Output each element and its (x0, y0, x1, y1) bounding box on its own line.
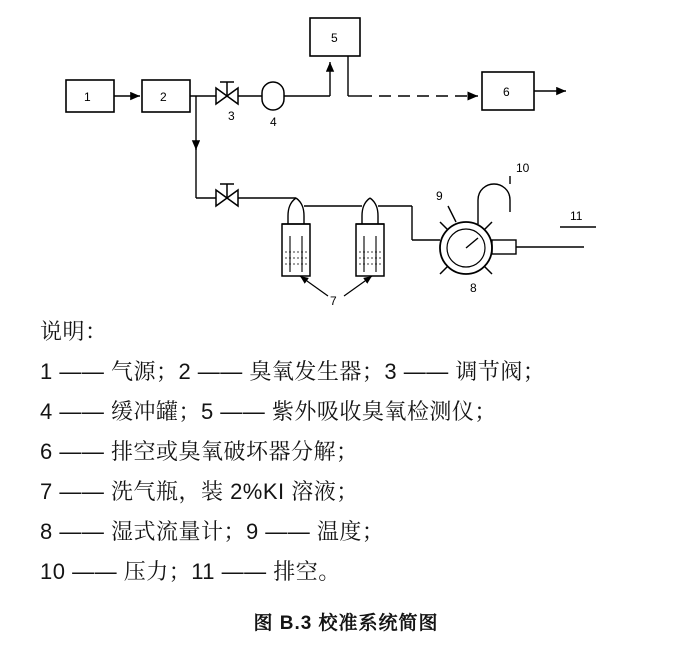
node-wet-gas-flow-meter-8 (440, 222, 516, 274)
leader-7-left (300, 276, 328, 296)
legend-line-3: 6 —— 排空或臭氧破坏器分解； (40, 439, 359, 464)
legend-line-1: 1 —— 气源；2 —— 臭氧发生器；3 —— 调节阀； (40, 359, 546, 384)
leader-7-right (344, 276, 372, 296)
node-regulating-valve-3 (216, 82, 238, 104)
legend-line-2: 4 —— 缓冲罐；5 —— 紫外吸收臭氧检测仪； (40, 399, 497, 424)
figure-caption: 图 B.3 校准系统简图 (253, 613, 439, 634)
node-gas-washing-bottle-1 (282, 198, 310, 276)
node-vent-label: 11 (570, 209, 583, 223)
node-buffer-tank-4 (262, 82, 284, 110)
legend-line-6: 10 —— 压力；11 —— 排空。 (40, 559, 341, 584)
node-valve3-label: 3 (228, 109, 235, 123)
node-gas-washing-bottle-2 (356, 198, 384, 276)
node-lower-valve (216, 184, 238, 206)
legend-line-4: 7 —— 洗气瓶，装 2%KI 溶液； (40, 479, 359, 504)
node-vent-destructor-label: 6 (503, 85, 510, 99)
node-temperature-label: 9 (436, 189, 443, 203)
legend-block (40, 312, 660, 592)
node-flow-meter-label: 8 (470, 281, 477, 295)
calibration-system-diagram (0, 0, 692, 310)
legend-line-5: 8 —— 湿式流量计；9 —— 温度； (40, 519, 385, 544)
node-washing-bottle-label: 7 (330, 294, 337, 308)
diagram-svg (0, 0, 692, 310)
node-pressure-label: 10 (516, 161, 530, 175)
legend-heading: 说明： (40, 319, 108, 344)
node-pressure-manometer-10 (478, 176, 510, 224)
node-gas-source-label: 1 (84, 90, 91, 104)
node-buffer-tank-label: 4 (270, 115, 277, 129)
node-uv-ozone-analyzer-label: 5 (331, 31, 338, 45)
node-ozone-generator-label: 2 (160, 90, 167, 104)
probe-temperature-9 (448, 206, 456, 222)
